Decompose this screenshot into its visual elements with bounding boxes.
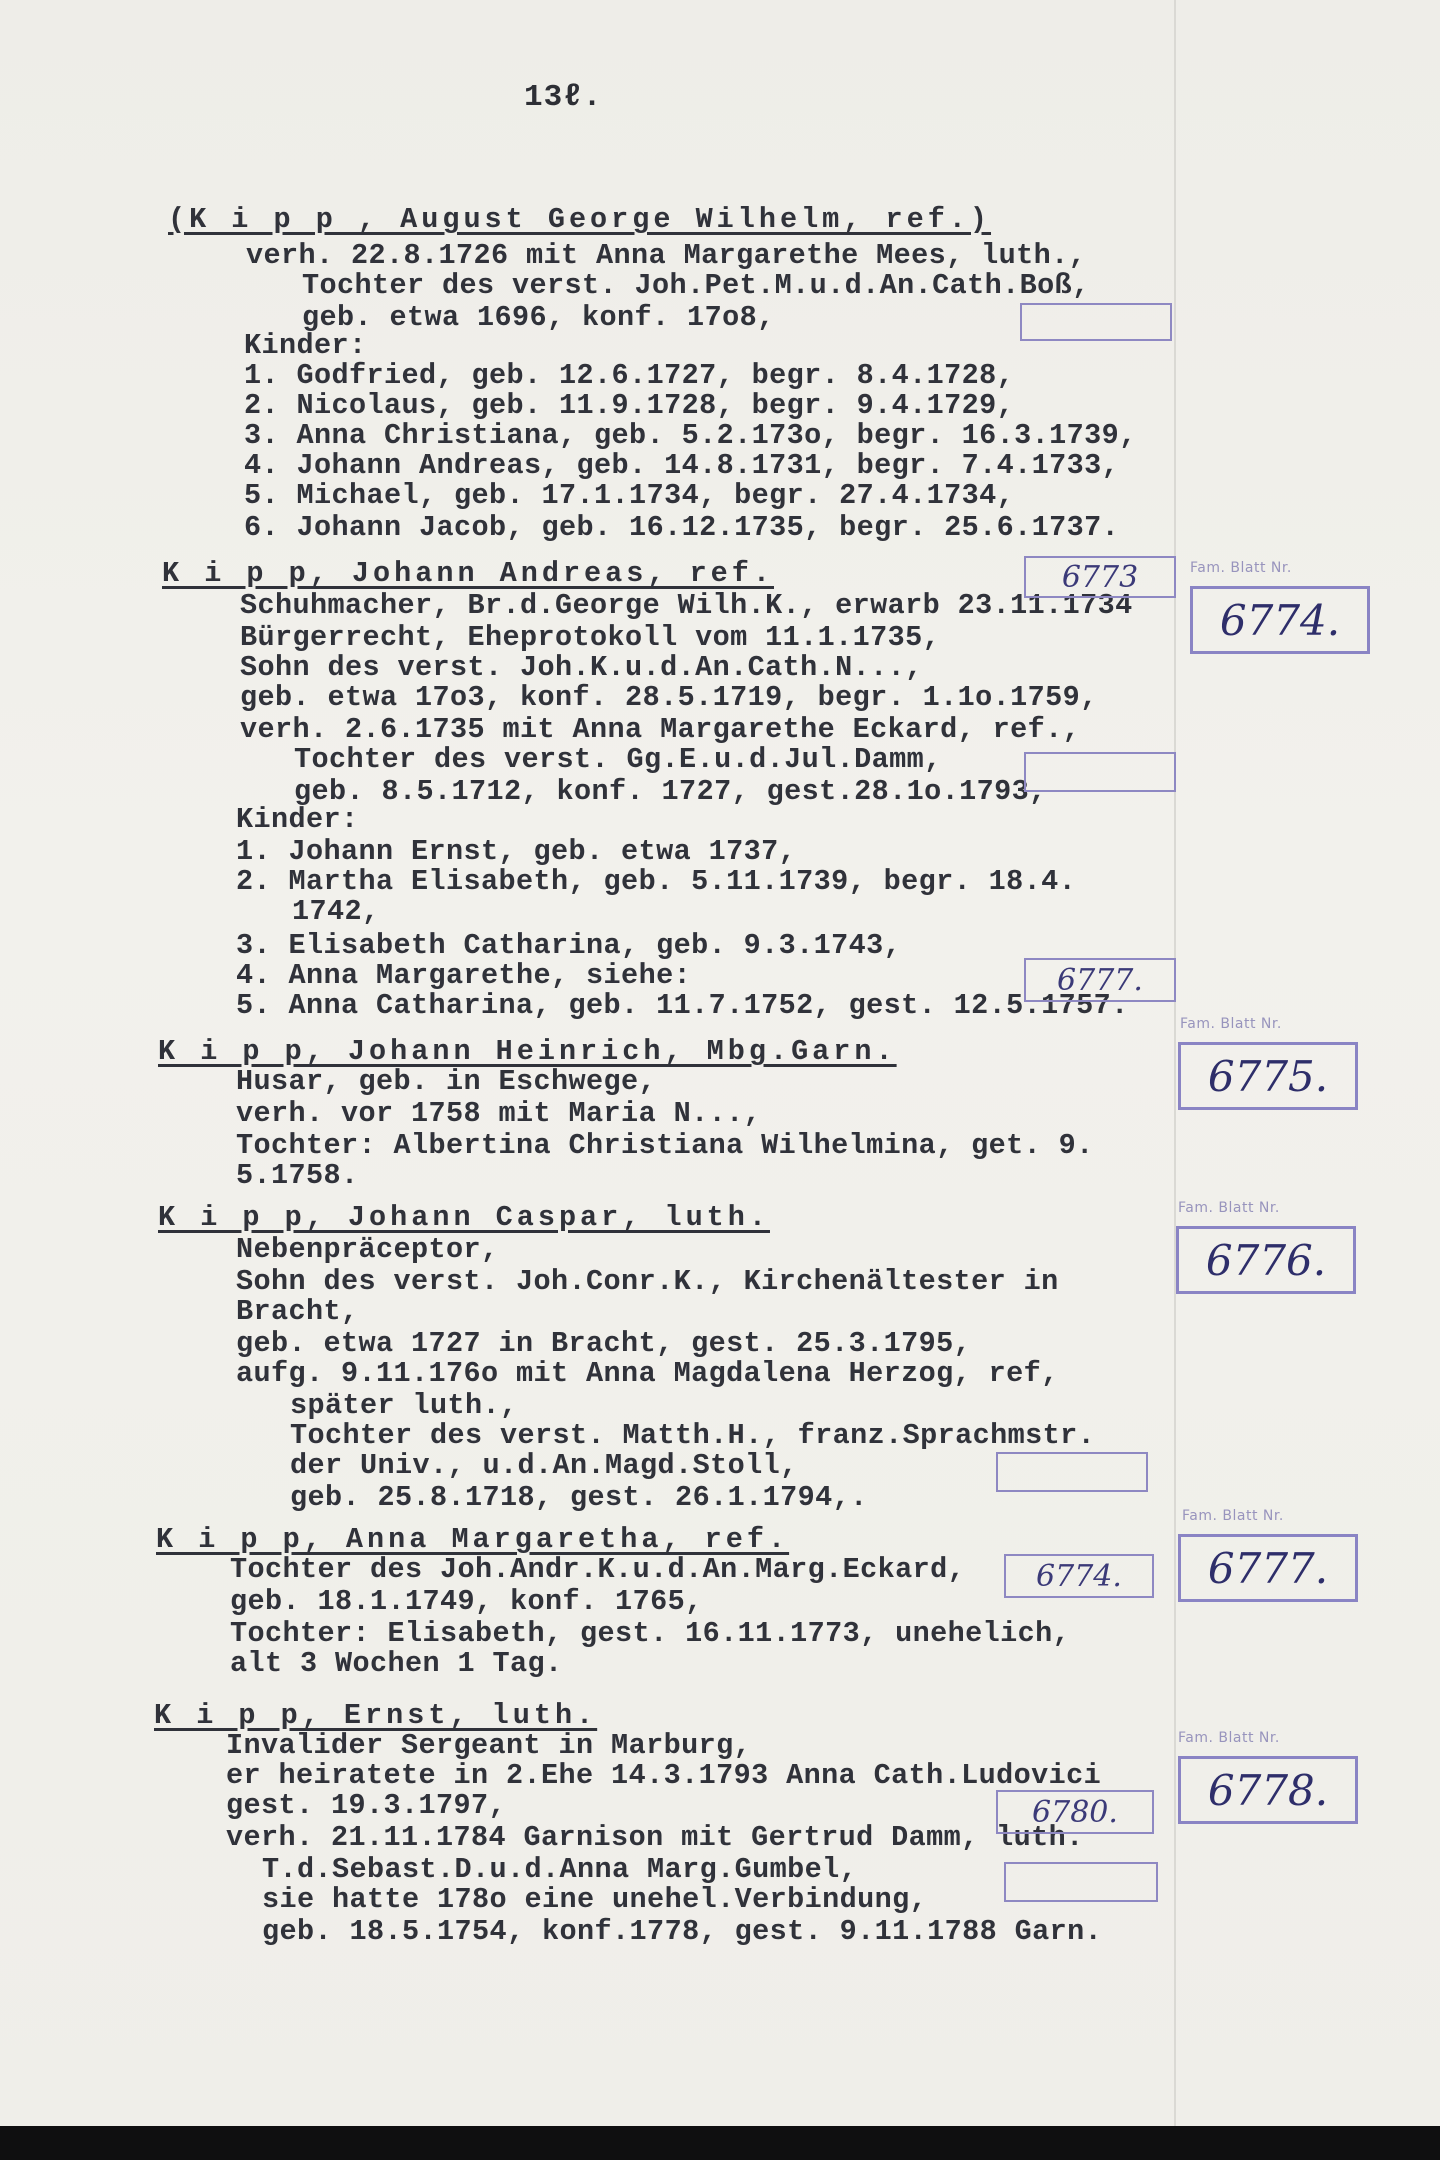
- entry-line: (K i p p , August George Wilhelm, ref.): [168, 203, 992, 236]
- entry-line: geb. 18.1.1749, konf. 1765,: [230, 1585, 703, 1618]
- entry-line: Kinder:: [236, 803, 359, 836]
- entry-line: geb. 25.8.1718, gest. 26.1.1794,.: [290, 1481, 868, 1514]
- reference-box: [996, 1790, 1154, 1834]
- fam-blatt-number: 6775.: [1207, 1051, 1329, 1101]
- reference-number: 6773: [1061, 559, 1139, 595]
- entry-line: Tochter des Joh.Andr.K.u.d.An.Marg.Eckard,: [230, 1553, 966, 1586]
- empty-stamp-box: [1020, 303, 1172, 341]
- entry-line: gest. 19.3.1797,: [226, 1789, 507, 1822]
- entry-line: K i p p, Ernst, luth.: [154, 1699, 598, 1732]
- fam-blatt-number: 6776.: [1205, 1235, 1327, 1285]
- entry-line: K i p p, Johann Andreas, ref.: [162, 557, 774, 590]
- reference-number: 6780.: [1032, 1794, 1118, 1830]
- entry-line: verh. 21.11.1784 Garnison mit Gertrud Damm, luth.: [226, 1821, 1084, 1854]
- entry-line: 3. Anna Christiana, geb. 5.2.173o, begr. 16.3.1739,: [244, 419, 1137, 452]
- entry-line: 5. Anna Catharina, geb. 11.7.1752, gest. 12.5.1757.: [236, 989, 1129, 1022]
- entry-line: Bürgerrecht, Eheprotokoll vom 11.1.1735,: [240, 621, 941, 654]
- entry-line: verh. 2.6.1735 mit Anna Margarethe Eckard, ref.,: [240, 713, 1081, 746]
- page-number: 13ℓ.: [524, 80, 603, 115]
- entry-line: 5.1758.: [236, 1159, 359, 1192]
- entry-line: er heiratete in 2.Ehe 14.3.1793 Anna Cath.Ludovici: [226, 1759, 1102, 1792]
- siehe-reference-number: 6777.: [1057, 962, 1143, 998]
- entry-line: geb. etwa 1696, konf. 17o8,: [302, 301, 775, 334]
- entry-line: geb. 18.5.1754, konf.1778, gest. 9.11.1788 Garn.: [262, 1915, 1103, 1948]
- empty-stamp-box: [1004, 1862, 1158, 1902]
- entry-line: verh. 22.8.1726 mit Anna Margarethe Mees, luth.,: [246, 239, 1087, 272]
- entry-line: 1. Johann Ernst, geb. etwa 1737,: [236, 835, 797, 868]
- margin-rule: [1174, 0, 1176, 2126]
- empty-stamp-box: [996, 1452, 1148, 1492]
- entry-line: geb. 8.5.1712, konf. 1727, gest.28.1o.1793,: [294, 775, 1047, 808]
- reference-box: [1004, 1554, 1154, 1598]
- entry-line: K i p p, Johann Heinrich, Mbg.Garn.: [158, 1035, 897, 1068]
- entry-line: 3. Elisabeth Catharina, geb. 9.3.1743,: [236, 929, 902, 962]
- entry-line: 2. Nicolaus, geb. 11.9.1728, begr. 9.4.1729,: [244, 389, 1015, 422]
- entry-line: geb. etwa 17o3, konf. 28.5.1719, begr. 1.1o.1759,: [240, 681, 1098, 714]
- entry-line: geb. etwa 1727 in Bracht, gest. 25.3.1795,: [236, 1327, 972, 1360]
- entry-line: alt 3 Wochen 1 Tag.: [230, 1647, 563, 1680]
- entry-line: aufg. 9.11.176o mit Anna Magdalena Herzog, ref,: [236, 1357, 1059, 1390]
- entry-line: Tochter des verst. Gg.E.u.d.Jul.Damm,: [294, 743, 942, 776]
- entry-line: Tochter des verst. Joh.Pet.M.u.d.An.Cath.Boß,: [302, 269, 1090, 302]
- fam-blatt-number: 6777.: [1207, 1543, 1329, 1593]
- entry-line: der Univ., u.d.An.Magd.Stoll,: [290, 1449, 798, 1482]
- fam-blatt-box: [1176, 1226, 1356, 1294]
- fam-blatt-box: [1178, 1534, 1358, 1602]
- entry-line: Bracht,: [236, 1295, 359, 1328]
- entry-line: Sohn des verst. Joh.Conr.K., Kirchenältester in: [236, 1265, 1059, 1298]
- fam-blatt-number: 6778.: [1207, 1765, 1329, 1815]
- entry-line: 6. Johann Jacob, geb. 16.12.1735, begr. 25.6.1737.: [244, 511, 1120, 544]
- entry-line: Tochter: Elisabeth, gest. 16.11.1773, unehelich,: [230, 1617, 1071, 1650]
- entry-line: Schuhmacher, Br.d.George Wilh.K., erwarb 23.11.1734: [240, 589, 1133, 622]
- entry-line: Kinder:: [244, 329, 367, 362]
- entry-line: 2. Martha Elisabeth, geb. 5.11.1739, begr. 18.4.: [236, 865, 1077, 898]
- entry-line: verh. vor 1758 mit Maria N...,: [236, 1097, 762, 1130]
- entry-line: später luth.,: [290, 1389, 518, 1422]
- fam-blatt-label: Fam. Blatt Nr.: [1178, 1200, 1280, 1216]
- fam-blatt-box: [1178, 1042, 1358, 1110]
- entry-line: 4. Anna Margarethe, siehe:: [236, 959, 692, 992]
- entry-line: 1. Godfried, geb. 12.6.1727, begr. 8.4.1728,: [244, 359, 1015, 392]
- fam-blatt-label: Fam. Blatt Nr.: [1178, 1730, 1280, 1746]
- entry-line: Husar, geb. in Eschwege,: [236, 1065, 657, 1098]
- empty-stamp-box: [1024, 752, 1176, 792]
- entry-line: 5. Michael, geb. 17.1.1734, begr. 27.4.1734,: [244, 479, 1015, 512]
- scan-bottom-edge: [0, 2126, 1440, 2160]
- reference-box: [1024, 556, 1176, 598]
- fam-blatt-number: 6774.: [1219, 595, 1341, 645]
- entry-line: 1742,: [292, 895, 380, 928]
- fam-blatt-box: [1190, 586, 1370, 654]
- entry-line: K i p p, Anna Margaretha, ref.: [156, 1523, 790, 1556]
- entry-line: sie hatte 178o eine unehel.Verbindung,: [262, 1883, 928, 1916]
- entry-line: Sohn des verst. Joh.K.u.d.An.Cath.N...,: [240, 651, 923, 684]
- entry-line: Tochter des verst. Matth.H., franz.Sprachmstr.: [290, 1419, 1096, 1452]
- fam-blatt-label: Fam. Blatt Nr.: [1190, 560, 1292, 576]
- fam-blatt-label: Fam. Blatt Nr.: [1180, 1016, 1282, 1032]
- fam-blatt-label: Fam. Blatt Nr.: [1182, 1508, 1284, 1524]
- siehe-reference-box: [1024, 958, 1176, 1002]
- entry-line: Nebenpräceptor,: [236, 1233, 499, 1266]
- entry-line: 4. Johann Andreas, geb. 14.8.1731, begr. 7.4.1733,: [244, 449, 1120, 482]
- reference-number: 6774.: [1036, 1558, 1122, 1594]
- entry-line: Invalider Sergeant in Marburg,: [226, 1729, 752, 1762]
- entry-line: T.d.Sebast.D.u.d.Anna Marg.Gumbel,: [262, 1853, 858, 1886]
- entry-line: K i p p, Johann Caspar, luth.: [158, 1201, 770, 1234]
- fam-blatt-box: [1178, 1756, 1358, 1824]
- entry-line: Tochter: Albertina Christiana Wilhelmina, get. 9.: [236, 1129, 1094, 1162]
